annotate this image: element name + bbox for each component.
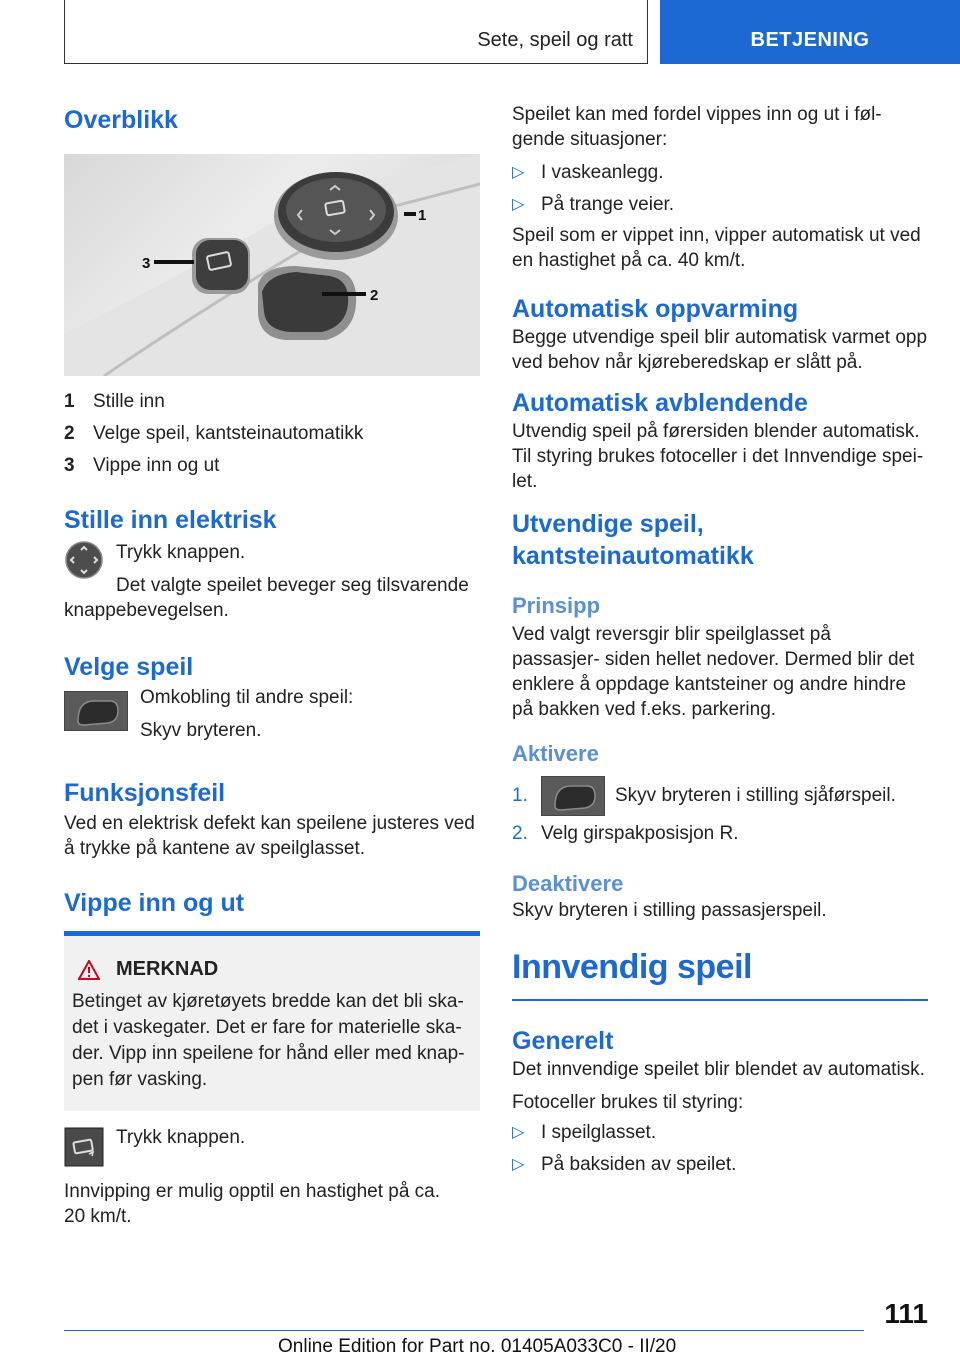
stille-text-1: Trykk knappen. [116,542,246,563]
warning-icon [78,960,100,980]
footer-edition: Online Edition for Part no. 01405A033C0 - II/20 [278,1336,677,1357]
triangle-bullet-icon: ▷ [512,1123,525,1141]
prinsipp-text: Ved valgt reversgir blir speilglasset på passasjer- siden hellet nedover. Dermed blir det enklere å oppdage kantsteiner og andre hindre på bakken ved f.eks. parkering. [512,624,915,720]
stille-text-2a: Det valgte speilet beveger seg tilsvarende [116,575,469,596]
mirror-select-switch-icon [541,776,605,816]
generelt-text-1: Det innvendige speilet blir blendet av automatisk. [512,1058,925,1080]
page-number: 111 [884,1298,928,1329]
situations-text: Speil som er vippet inn, vipper automatisk ut ved en hastighet på ca. 40 km/t. [512,225,921,271]
deaktivere-text: Skyv bryteren i stilling passasjerspeil. [512,900,827,921]
heading-vippe-inn: Vippe inn og ut [64,889,245,917]
notice-box [64,936,480,1111]
mirror-fold-button-icon [64,1127,104,1167]
header-section-box [64,0,648,64]
heading-kantstein-1: Utvendige speil, [512,510,704,538]
mirror-select-switch-icon [64,691,128,731]
heading-funksjonsfeil: Funksjonsfeil [64,779,226,807]
oppvarming-text: Begge utvendige speil blir automatisk varmet opp ved behov når kjøreberedskap er slått på. [512,327,928,373]
generelt-text-2: Fotoceller brukes til styring: [512,1091,744,1113]
list-item: 1. Skyv bryteren i stilling sjåførspeil. [512,776,928,816]
callout-2: 2 [370,287,379,304]
velge-text-2: Skyv bryteren. [140,720,262,741]
callout-3: 3 [142,255,151,272]
list-item: ▷ På trange veier. [512,189,928,221]
header-chapter-tab [660,0,960,64]
velge-text-1: Omkobling til andre speil: [140,687,354,708]
heading-stille-inn: Stille inn elektrisk [64,506,277,534]
list-item: 2 Velge speil, kantsteinautomatikk [64,423,364,444]
situations-list [512,157,928,221]
vippe-text-2: Innvipping er mulig opptil en hastighet på ca. 20 km/t. [64,1181,441,1227]
avblendende-text: Utvendig speil på førersiden blender automatisk. Til styring brukes fotoceller i det Innvendige spei- let. [512,421,924,492]
list-item: ▷ I speilglasset. [512,1117,928,1149]
heading-deaktivere: Deaktivere [512,871,624,896]
funksjon-text: Ved en elektrisk defekt kan speilene justeres ved å trykke på kantene av speilglasset. [64,813,475,859]
heading-avblendende: Automatisk avblendende [512,389,808,417]
mirror-controls-photo [64,154,480,376]
list-item: 1 Stille inn [64,391,165,412]
header-section-title: Sete, speil og ratt [477,29,633,51]
aktivere-steps [512,776,928,850]
list-item: 2. Velg girspakposisjon R. [512,823,739,844]
notice-text: Betinget av kjøretøyets bredde kan det bli ska- det i vaskegater. Det er fare for materielle ska- der. Vipp inn speilene for hånd eller med knap- pen før vasking. [72,991,465,1090]
intro-text: Speilet kan med fordel vippes inn og ut i føl- gende situasjoner: [512,104,882,150]
heading-kantstein-2: kantsteinautomatikk [512,542,754,570]
mirror-adjust-button-icon [64,540,104,580]
heading-innvendig-speil: Innvendig speil [512,948,752,986]
heading-prinsipp: Prinsipp [512,593,601,618]
list-item: ▷ På baksiden av speilet. [512,1149,928,1181]
vippe-text-1: Trykk knappen. [116,1127,246,1148]
triangle-bullet-icon: ▷ [512,196,525,213]
header-chapter-title: BETJENING [750,29,870,51]
legend-list [64,386,480,482]
heading-velge-speil: Velge speil [64,653,194,681]
list-item: ▷ I vaskeanlegg. [512,157,928,189]
right-column [512,96,928,1181]
callout-1: 1 [418,207,427,224]
section-rule [512,999,928,1001]
left-column [64,96,480,1229]
triangle-bullet-icon: ▷ [512,164,525,181]
heading-oppvarming: Automatisk oppvarming [512,295,799,323]
heading-aktivere: Aktivere [512,741,599,766]
heading-overblikk: Overblikk [64,106,178,134]
footer-rule [64,1330,864,1331]
heading-generelt: Generelt [512,1026,614,1055]
stille-text-2b: knappebevegelsen. [64,600,229,621]
notice-title: MERKNAD [116,958,219,980]
triangle-bullet-icon: ▷ [512,1155,525,1173]
generelt-list [512,1117,928,1181]
list-item: 3 Vippe inn og ut [64,455,220,476]
mirror-controls-illustration [64,154,480,376]
